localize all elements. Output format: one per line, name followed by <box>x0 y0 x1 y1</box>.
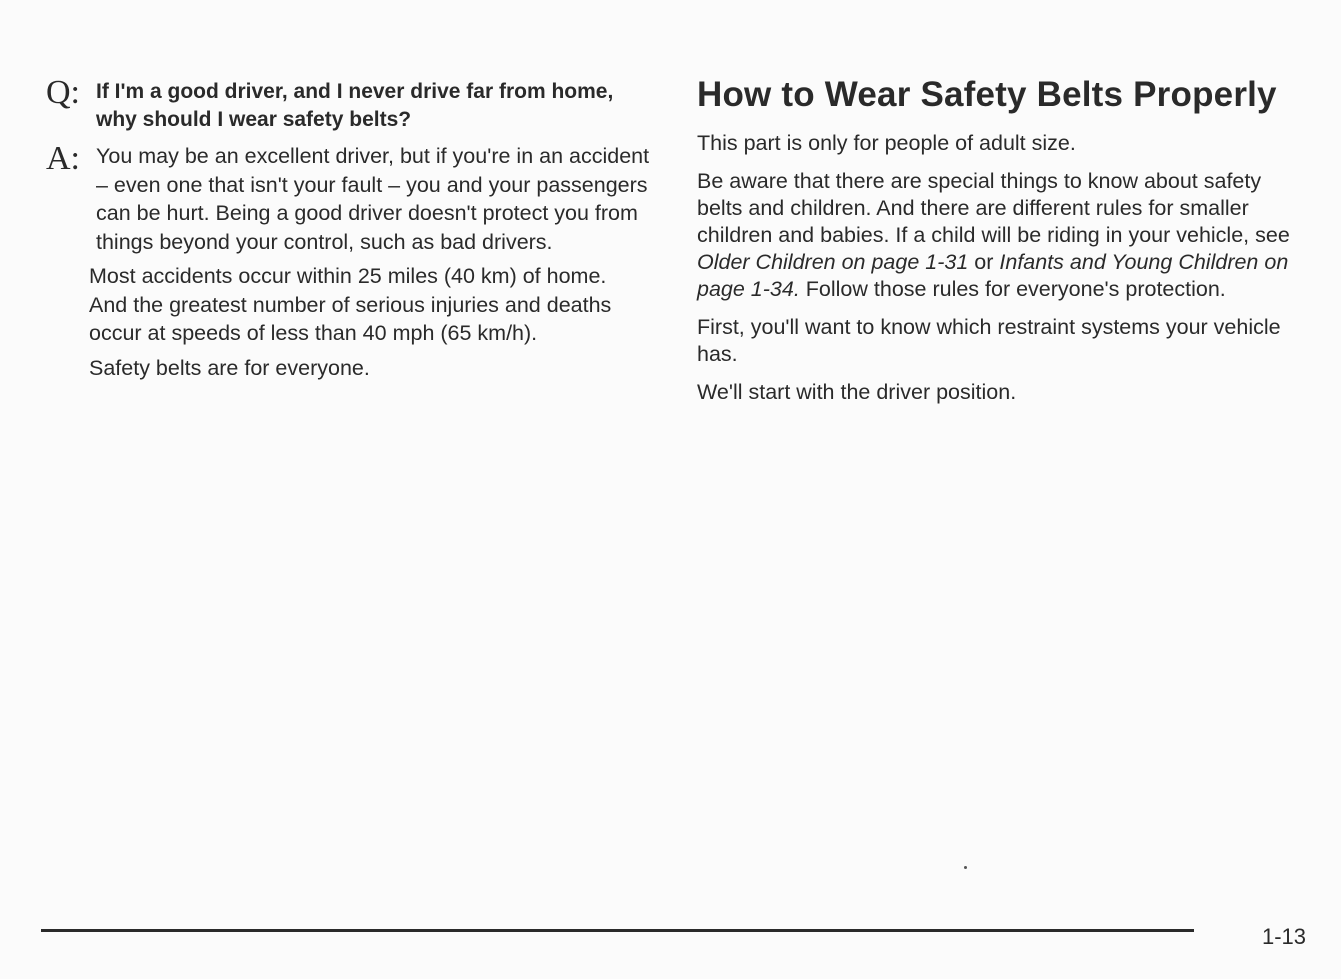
children-text-start: Be aware that there are special things to know about safety belts and children. And there are different rules for smaller children and babies. If a child will be riding in your vehicle, see <box>697 169 1290 247</box>
answer-paragraph-distance: Most accidents occur within 25 miles (40 km) of home. And the greatest number of serious injuries and deaths occur at speeds of less than 40 mph (65 km/h). <box>89 264 612 345</box>
children-text-or: or <box>968 250 1000 274</box>
answer-row <box>46 140 650 256</box>
children-text-end: Follow those rules for everyone's protection. <box>799 277 1226 301</box>
link-infants-young-children[interactable]: Infants and Young Children on page 1-34. <box>697 250 1289 301</box>
question-text: If I'm a good driver, and I never drive far from home, why should I wear safety belts? <box>96 80 614 131</box>
question-marker: Q: <box>46 74 80 111</box>
section-heading: How to Wear Safety Belts Properly <box>697 75 1277 114</box>
paragraph-restraint-systems: First, you'll want to know which restraint systems your vehicle has. <box>697 315 1281 366</box>
answer-marker: A: <box>46 140 80 177</box>
qa-block <box>46 74 650 382</box>
paragraph-children <box>697 168 1297 303</box>
safety-belts-section <box>697 74 1307 417</box>
paragraph-driver-position: We'll start with the driver position. <box>697 380 1017 404</box>
page-number: 1-13 <box>1262 924 1307 949</box>
answer-paragraph-everyone: Safety belts are for everyone. <box>89 355 370 380</box>
question-row <box>46 74 646 134</box>
paragraph-adult-size: This part is only for people of adult size. <box>697 131 1076 155</box>
answer-text: You may be an excellent driver, but if you're in an accident – even one that isn't your fault – you and your passengers can be hurt. Being a good driver doesn't protect you from things beyond your control, such as bad drivers. <box>96 144 650 254</box>
print-speck <box>964 866 967 869</box>
footer-rule <box>41 929 1194 932</box>
link-older-children[interactable]: Older Children on page 1-31 <box>697 250 969 274</box>
